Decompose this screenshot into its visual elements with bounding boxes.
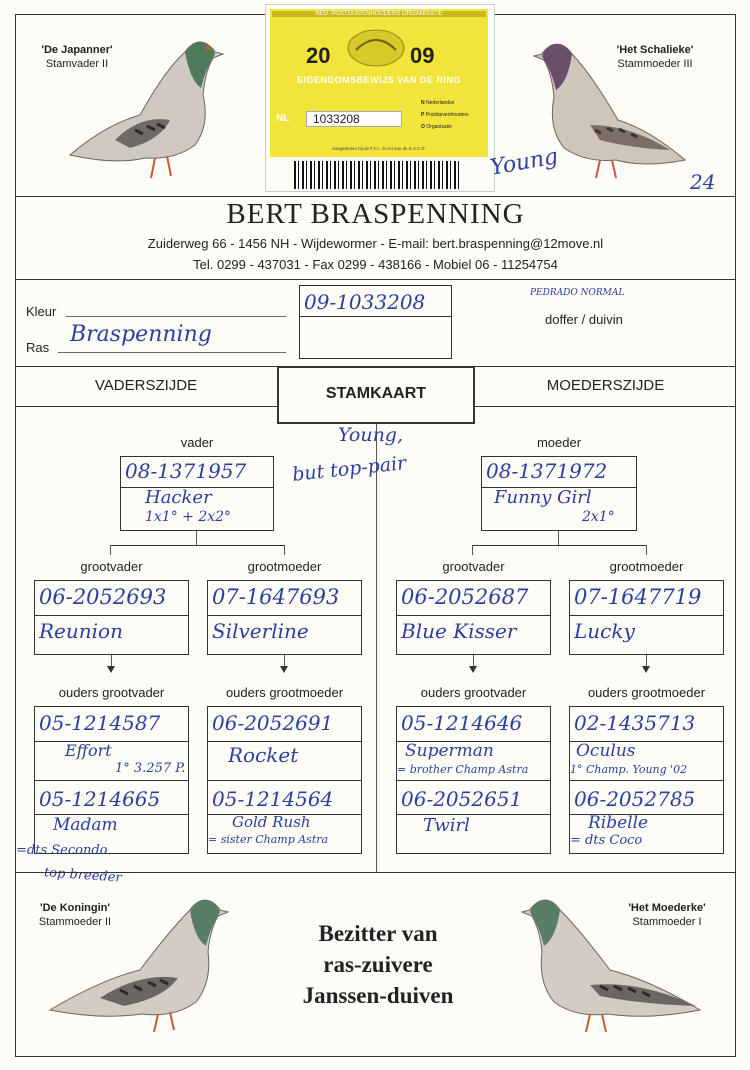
divider-header-bottom xyxy=(15,279,736,280)
arrow-down-icon xyxy=(280,666,288,673)
connector-sire-l xyxy=(110,545,111,555)
ggp-box-3 xyxy=(396,706,551,854)
kleur-label: Kleur xyxy=(26,304,57,319)
ggp-top-ring-1: 05-1214587 xyxy=(39,711,161,735)
ggp-bot-extra2-1: top breeder xyxy=(43,865,123,886)
ring-card-org-letter-p: P xyxy=(421,112,425,118)
sire-name: Hacker xyxy=(145,487,212,508)
ring-card-footer: Aangesloten bij de F.C.I. en lid van de E.A.C.E. xyxy=(331,146,427,151)
ggp-top-ring-3: 05-1214646 xyxy=(401,711,523,735)
divider-bottom xyxy=(15,872,736,873)
gp-box-1 xyxy=(34,580,189,655)
gp-ring-1: 06-2052693 xyxy=(39,585,167,609)
ring-card-org-letter-n: N xyxy=(421,100,425,106)
ggp-top-name-3: Superman xyxy=(405,741,494,761)
pair-note-line1: Young, xyxy=(338,424,404,446)
gp-ring-2: 07-1647693 xyxy=(212,585,340,609)
ring-card-org-line-1: Nederlandse xyxy=(426,100,455,106)
sire-box xyxy=(120,456,274,531)
ggp-top-name-4: Oculus xyxy=(576,741,636,761)
sire-label: vader xyxy=(180,435,214,450)
gp-box-4 xyxy=(569,580,724,655)
tagline xyxy=(250,918,506,1011)
divider-header-top xyxy=(15,196,736,197)
ring-card-barcode xyxy=(294,161,462,189)
ggp-bot-name-4: Ribelle xyxy=(588,813,649,833)
connector-dam-l xyxy=(472,545,473,555)
gp-ring-4: 07-1647719 xyxy=(574,585,702,609)
pigeon-role-moederke: Stammoeder I xyxy=(632,916,702,928)
ring-card-title: EIGENDOMSBEWIJS VAN DE RING xyxy=(297,75,461,85)
connector-sire-r xyxy=(284,545,285,555)
top-signature-number: 24 xyxy=(690,170,716,194)
mother-side-label: MOEDERSZIJDE xyxy=(546,377,665,394)
pigeon-name-japanner: 'De Japanner' xyxy=(41,44,113,56)
ggp-label-2: ouders grootmoeder xyxy=(225,685,344,700)
ggp-top-name-2: Rocket xyxy=(228,743,299,767)
pigeon-name-schalieke: 'Het Schalieke' xyxy=(616,44,694,56)
ggp-top-name-1: Effort xyxy=(65,741,112,760)
arrow-stem-2 xyxy=(284,655,285,666)
father-side-label: VADERSZIJDE xyxy=(94,377,198,394)
gp-name-2: Silverline xyxy=(212,619,309,643)
pigeon-role-schalieke: Stammoeder III xyxy=(617,58,693,70)
stamkaart-title-box xyxy=(277,366,475,424)
gp-label-4: grootmoeder xyxy=(609,559,684,574)
pigeon-role-koningin: Stammoeder II xyxy=(38,916,112,928)
ring-ownership-card xyxy=(265,4,495,192)
gp-name-4: Lucky xyxy=(574,619,635,643)
ggp-top-extra-3: = brother Champ Astra xyxy=(397,763,529,776)
ggp-top-ring-2: 06-2052691 xyxy=(212,711,334,735)
gp-name-1: Reunion xyxy=(39,619,123,643)
ring-card-org xyxy=(421,97,469,133)
ring-card-org-line-2: Postduivenhouders xyxy=(425,112,469,118)
arrow-down-icon xyxy=(469,666,477,673)
connector-sire-h xyxy=(110,545,284,546)
sire-ring: 08-1371957 xyxy=(125,459,247,483)
ggp-label-3: ouders grootvader xyxy=(420,685,527,700)
ring-card-year-left: 20 xyxy=(306,43,331,68)
gp-label-1: grootvader xyxy=(80,559,143,574)
dam-ring: 08-1371972 xyxy=(486,459,608,483)
top-signature: Young xyxy=(488,144,560,181)
pigeon-name-koningin: 'De Koningin' xyxy=(39,902,110,914)
ring-card-country: NL xyxy=(276,113,290,124)
arrow-down-icon xyxy=(642,666,650,673)
ring-card-header: NED. POSTDUIVENHOUDERS ORGANISATIE xyxy=(272,11,486,17)
breeder-address: Zuiderweg 66 - 1456 NH - Wijdewormer - E-mail: bert.braspenning@12move.nl xyxy=(147,236,604,251)
gp-label-2: grootmoeder xyxy=(247,559,322,574)
gp-box-3 xyxy=(396,580,551,655)
ggp-bot-name-1: Madam xyxy=(53,815,118,835)
pair-note-line2: but top-pair xyxy=(291,452,408,486)
dam-box xyxy=(481,456,637,531)
arrow-stem-1 xyxy=(111,655,112,666)
gp-ring-3: 06-2052687 xyxy=(401,585,529,609)
ring-number-value: 09-1033208 xyxy=(304,290,426,314)
tagline-line-2: ras-zuivere xyxy=(323,952,433,977)
ggp-bot-extra-2: = sister Champ Astra xyxy=(208,833,329,846)
dam-name: Funny Girl xyxy=(494,487,592,508)
connector-sire xyxy=(196,531,197,545)
ring-card-logo-icon xyxy=(344,25,408,71)
gp-label-3: grootvader xyxy=(442,559,505,574)
ring-card-org-line-3: Organisatie xyxy=(426,124,452,130)
sire-extra: 1x1° + 2x2° xyxy=(145,509,232,525)
ring-card-number: 1033208 xyxy=(306,111,402,127)
sex-label: doffer / duivin xyxy=(545,312,623,327)
connector-dam-h xyxy=(472,545,646,546)
stamkaart-title: STAMKAART xyxy=(325,385,427,402)
ras-line xyxy=(58,352,286,353)
connector-dam-r xyxy=(646,545,647,555)
pigeon-name-moederke: 'Het Moederke' xyxy=(628,902,706,914)
ras-label: Ras xyxy=(26,340,50,355)
ring-card-year-right: 09 xyxy=(410,43,435,68)
breeder-name: BERT BRASPENNING xyxy=(226,198,525,230)
arrow-stem-3 xyxy=(473,655,474,666)
ggp-bot-ring-4: 06-2052785 xyxy=(574,787,696,811)
ggp-bot-name-2: Gold Rush xyxy=(232,813,311,831)
ring-card-org-letter-o: O xyxy=(421,124,425,130)
gp-name-3: Blue Kisser xyxy=(401,619,517,643)
ggp-top-extra-1: 1° 3.257 P. xyxy=(115,761,186,776)
ggp-label-4: ouders grootmoeder xyxy=(587,685,706,700)
ggp-bot-name-3: Twirl xyxy=(423,815,470,836)
dam-label: moeder xyxy=(536,435,582,450)
ggp-label-1: ouders grootvader xyxy=(58,685,165,700)
dam-extra: 2x1° xyxy=(582,509,615,525)
tagline-line-3: Janssen-duiven xyxy=(302,983,454,1008)
ggp-box-2 xyxy=(207,706,362,854)
ras-value: Braspenning xyxy=(70,322,212,347)
ggp-bot-extra-1: =dts Secondo xyxy=(16,843,108,858)
arrow-down-icon xyxy=(107,666,115,673)
pigeon-role-japanner: Stamvader II xyxy=(45,58,109,70)
ggp-bot-extra-4: = dts Coco xyxy=(570,833,643,848)
kleur-line xyxy=(66,316,286,317)
ggp-bot-ring-3: 06-2052651 xyxy=(401,787,523,811)
breeder-phones: Tel. 0299 - 437031 - Fax 0299 - 438166 - Mobiel 06 - 11254754 xyxy=(193,257,558,272)
ggp-top-extra-4: 1° Champ. Young '02 xyxy=(570,763,688,776)
ggp-top-ring-4: 02-1435713 xyxy=(574,711,696,735)
ggp-bot-ring-2: 05-1214564 xyxy=(212,787,334,811)
ring-number-box xyxy=(299,285,452,359)
ggp-bot-ring-1: 05-1214665 xyxy=(39,787,161,811)
color-value: PEDRADO NORMAL xyxy=(530,288,625,298)
tagline-line-1: Bezitter van xyxy=(318,921,438,946)
gp-box-2 xyxy=(207,580,362,655)
connector-dam xyxy=(558,531,559,545)
arrow-stem-4 xyxy=(646,655,647,666)
ggp-box-1 xyxy=(34,706,189,854)
ggp-box-4 xyxy=(569,706,724,854)
divider-center xyxy=(376,424,377,872)
